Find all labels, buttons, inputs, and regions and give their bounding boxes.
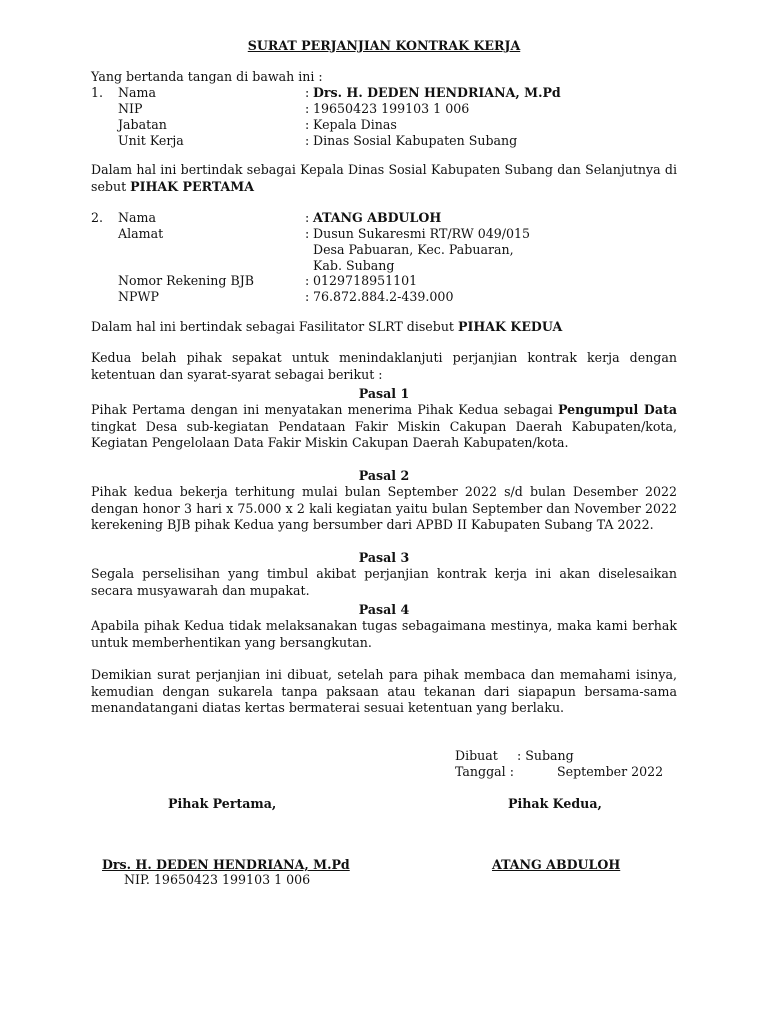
pasal3-heading: Pasal 3 bbox=[358, 550, 410, 565]
pasal1-text bbox=[91, 402, 677, 452]
document-title: SURAT PERJANJIAN KONTRAK KERJA bbox=[247, 38, 521, 53]
party2-rekening-value: 0129718951101 bbox=[313, 273, 418, 288]
party1-unit-label: Unit Kerja bbox=[118, 133, 184, 148]
colon: : bbox=[305, 133, 310, 148]
party2-npwp-label: NPWP bbox=[118, 289, 159, 304]
party1-unit-value: Dinas Sosial Kabupaten Subang bbox=[313, 133, 518, 148]
party2-alamat-line2: Desa Pabuaran, Kec. Pabuaran, bbox=[313, 242, 514, 257]
colon: : bbox=[305, 85, 310, 100]
party2-nama-value: ATANG ABDULOH bbox=[313, 210, 442, 225]
party1-statement-text: Dalam hal ini bertindak sebagai Kepala Dinas Sosial Kabupaten Subang dan Selanjutnya di sebut bbox=[91, 162, 677, 194]
dibuat-label: Dibuat bbox=[455, 748, 498, 763]
dibuat-value: : Subang bbox=[517, 748, 574, 763]
party1-nip-value: 19650423 199103 1 006 bbox=[313, 101, 470, 116]
party2-title: PIHAK KEDUA bbox=[458, 319, 563, 334]
intro-text: Yang bertanda tangan di bawah ini : bbox=[91, 69, 323, 84]
party2-alamat-line3: Kab. Subang bbox=[313, 258, 395, 273]
party2-statement-text: Dalam hal ini bertindak sebagai Fasilitator SLRT disebut bbox=[91, 319, 459, 334]
party2-number: 2. bbox=[91, 210, 104, 225]
colon: : bbox=[305, 289, 310, 304]
colon: : bbox=[305, 117, 310, 132]
colon: : bbox=[305, 101, 310, 116]
pasal1-heading: Pasal 1 bbox=[358, 386, 410, 401]
signature-left-name: Drs. H. DEDEN HENDRIANA, M.Pd bbox=[102, 857, 350, 872]
signature-left-nip: NIP. 19650423 199103 1 006 bbox=[124, 872, 311, 887]
closing-text: Demikian surat perjanjian ini dibuat, setelah para pihak membaca dan memahami isinya, kemudian dengan sukarela tanpa paksaan atau tekanan dari siapapun bersama-sama menandatangani diatas kertas bermaterai sesuai ketentuan yang berlaku. bbox=[91, 667, 677, 715]
party2-alamat-line1: Dusun Sukaresmi RT/RW 049/015 bbox=[313, 226, 531, 241]
party1-title: PIHAK PERTAMA bbox=[130, 178, 254, 194]
signature-right-name: ATANG ABDULOH bbox=[492, 857, 621, 872]
colon: : bbox=[305, 273, 310, 288]
party1-statement bbox=[91, 162, 677, 195]
party1-jabatan-label: Jabatan bbox=[118, 117, 167, 132]
signature-left-title: Pihak Pertama, bbox=[168, 796, 277, 811]
party1-nama-label: Nama bbox=[118, 85, 156, 100]
pasal1-text-after: tingkat Desa sub-kegiatan Pendataan Fakir Miskin Cakupan Daerah Kabupaten/kota, Kegiatan Pengelolaan Data Fakir Miskin Cakupan Daerah Kabupaten/kota. bbox=[91, 418, 677, 450]
colon: : bbox=[305, 226, 310, 241]
tanggal-value: September 2022 bbox=[557, 764, 664, 779]
party2-npwp-value: 76.872.884.2-439.000 bbox=[313, 289, 454, 304]
party2-alamat-label: Alamat bbox=[118, 226, 164, 241]
pasal1-text-before: Pihak Pertama dengan ini menyatakan menerima Pihak Kedua sebagai bbox=[91, 402, 558, 417]
party2-statement bbox=[91, 319, 562, 335]
party2-nama-label: Nama bbox=[118, 210, 156, 225]
pasal4-text: Apabila pihak Kedua tidak melaksanakan tugas sebagaimana mestinya, maka kami berhak untuk memberhentikan yang bersangkutan. bbox=[91, 618, 677, 650]
pasal4-heading: Pasal 4 bbox=[358, 602, 410, 617]
colon: : bbox=[305, 210, 310, 225]
tanggal-label: Tanggal : bbox=[455, 764, 514, 779]
party1-nip-label: NIP bbox=[118, 101, 143, 116]
pasal3-text: Segala perselisihan yang timbul akibat perjanjian kontrak kerja ini akan diselesaikan secara musyawarah dan mupakat. bbox=[91, 566, 677, 598]
pasal1-bold: Pengumpul Data bbox=[558, 402, 677, 417]
pasal2-heading: Pasal 2 bbox=[358, 468, 410, 483]
party1-number: 1. bbox=[91, 85, 104, 100]
agreement-text: Kedua belah pihak sepakat untuk menindaklanjuti perjanjian kontrak kerja dengan ketentuan dan syarat-syarat sebagai berikut : bbox=[91, 350, 677, 382]
pasal2-text: Pihak kedua bekerja terhitung mulai bulan September 2022 s/d bulan Desember 2022 dengan honor 3 hari x 75.000 x 2 kali kegiatan yaitu bulan September dan November 2022 kerekening BJB pihak Kedua yang bersumber dari APBD II Kabupaten Subang TA 2022. bbox=[91, 484, 677, 532]
party2-rekening-label: Nomor Rekening BJB bbox=[118, 273, 255, 288]
signature-right-title: Pihak Kedua, bbox=[508, 796, 602, 811]
party1-nama-value: Drs. H. DEDEN HENDRIANA, M.Pd bbox=[313, 85, 561, 100]
party1-jabatan-value: Kepala Dinas bbox=[313, 117, 397, 132]
